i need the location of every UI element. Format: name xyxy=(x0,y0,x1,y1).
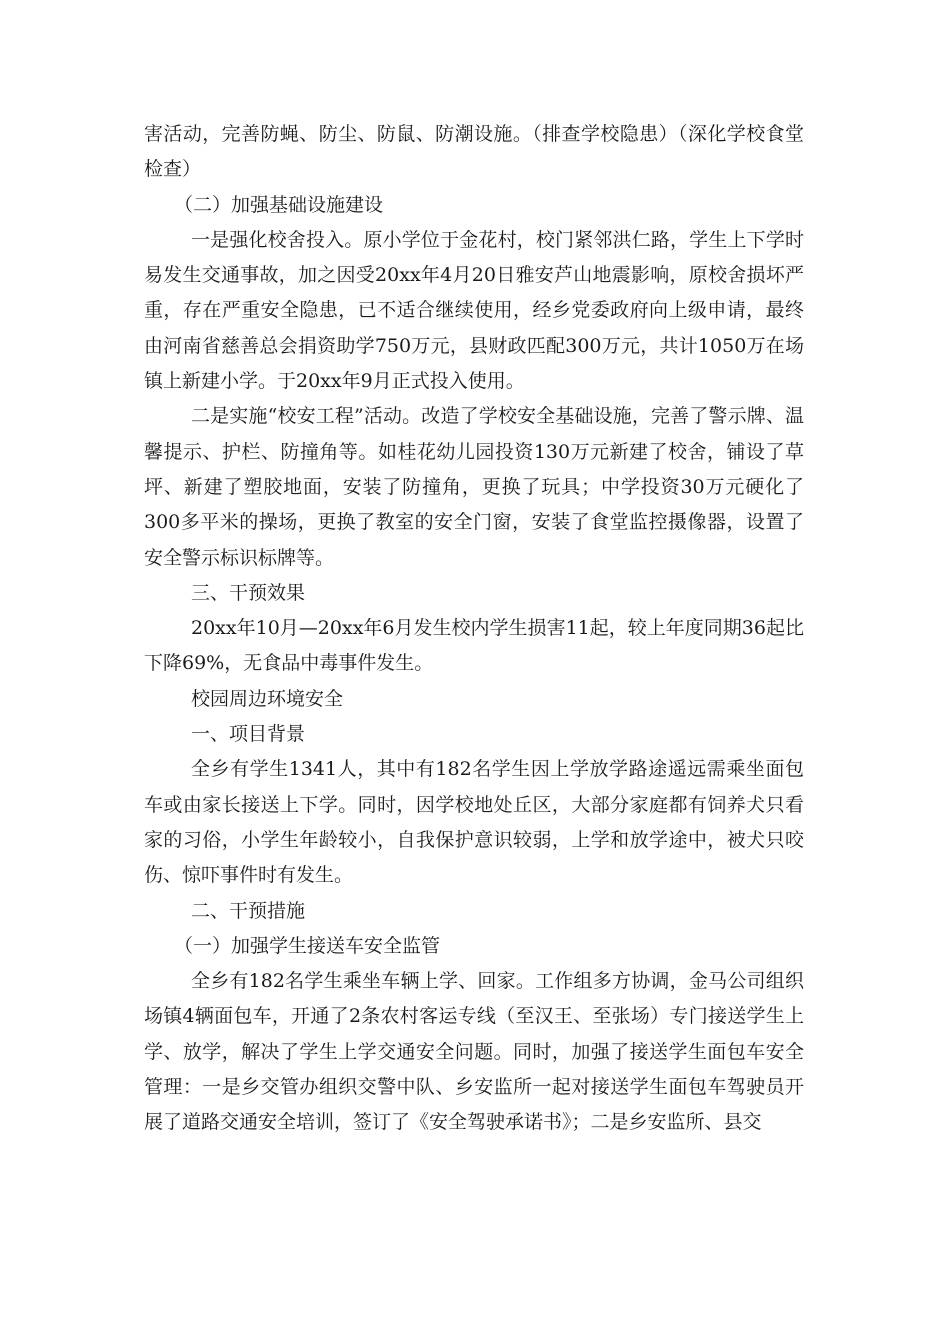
paragraph-school-investment: 一是强化校舍投入。原小学位于金花村，校门紧邻洪仁路，学生上下学时易发生交通事故，加之因受20xx年4月20日雅安芦山地震影响，原校舍损坏严重，存在严重安全隐患，已不适合继续使用，经乡党委政府向上级申请，最终由河南省慈善总会捐资助学750万元，县财政匹配300万元，共计1050万在场镇上新建小学。于20xx年9月正式投入使用。 xyxy=(144,228,804,393)
subsection-heading-infrastructure: （二）加强基础设施建设 xyxy=(174,193,384,216)
section-heading-intervention-measures: 二、干预措施 xyxy=(191,899,306,922)
document-body xyxy=(144,117,804,1141)
paragraph-effect-statistics: 20xx年10月—20xx年6月发生校内学生损害11起，较上年度同期36起比下降69%，无食品中毒事件发生。 xyxy=(144,617,804,675)
section-title-campus-environment: 校园周边环境安全 xyxy=(191,687,344,710)
paragraph-continuation: 害活动，完善防蝇、防尘、防鼠、防潮设施。（排查学校隐患）（深化学校食堂检查） xyxy=(144,123,804,181)
paragraph-background: 全乡有学生1341人，其中有182名学生因上学放学路途遥远需乘坐面包车或由家长接送上下学。同时，因学校地处丘区，大部分家庭都有饲养犬只看家的习俗，小学生年龄较小，自我保护意识较弱，上学和放学途中，被犬只咬伤、惊吓事件时有发生。 xyxy=(144,758,804,887)
section-heading-project-background: 一、项目背景 xyxy=(191,723,306,746)
section-heading-intervention-effect: 三、干预效果 xyxy=(191,581,306,604)
paragraph-school-safety-project: 二是实施“校安工程”活动。改造了学校安全基础设施，完善了警示牌、温馨提示、护栏、防撞角等。如桂花幼儿园投资130万元新建了校舍，铺设了草坪、新建了塑胶地面，安装了防撞角，更换了玩具；中学投资30万元硬化了300多平米的操场，更换了教室的安全门窗，安装了食堂监控摄像器，设置了安全警示标识标牌等。 xyxy=(144,405,804,569)
paragraph-vehicle-supervision: 全乡有182名学生乘坐车辆上学、回家。工作组多方协调，金马公司组织场镇4辆面包车，开通了2条农村客运专线（至汉王、至张场）专门接送学生上学、放学，解决了学生上学交通安全问题。同时，加强了接送学生面包车安全管理：一是乡交管办组织交警中队、乡安监所一起对接送学生面包车驾驶员开展了道路交通安全培训，签订了《安全驾驶承诺书》；二是乡安监所、县交 xyxy=(144,970,804,1134)
subsection-heading-vehicle-supervision: （一）加强学生接送车安全监管 xyxy=(174,934,441,957)
